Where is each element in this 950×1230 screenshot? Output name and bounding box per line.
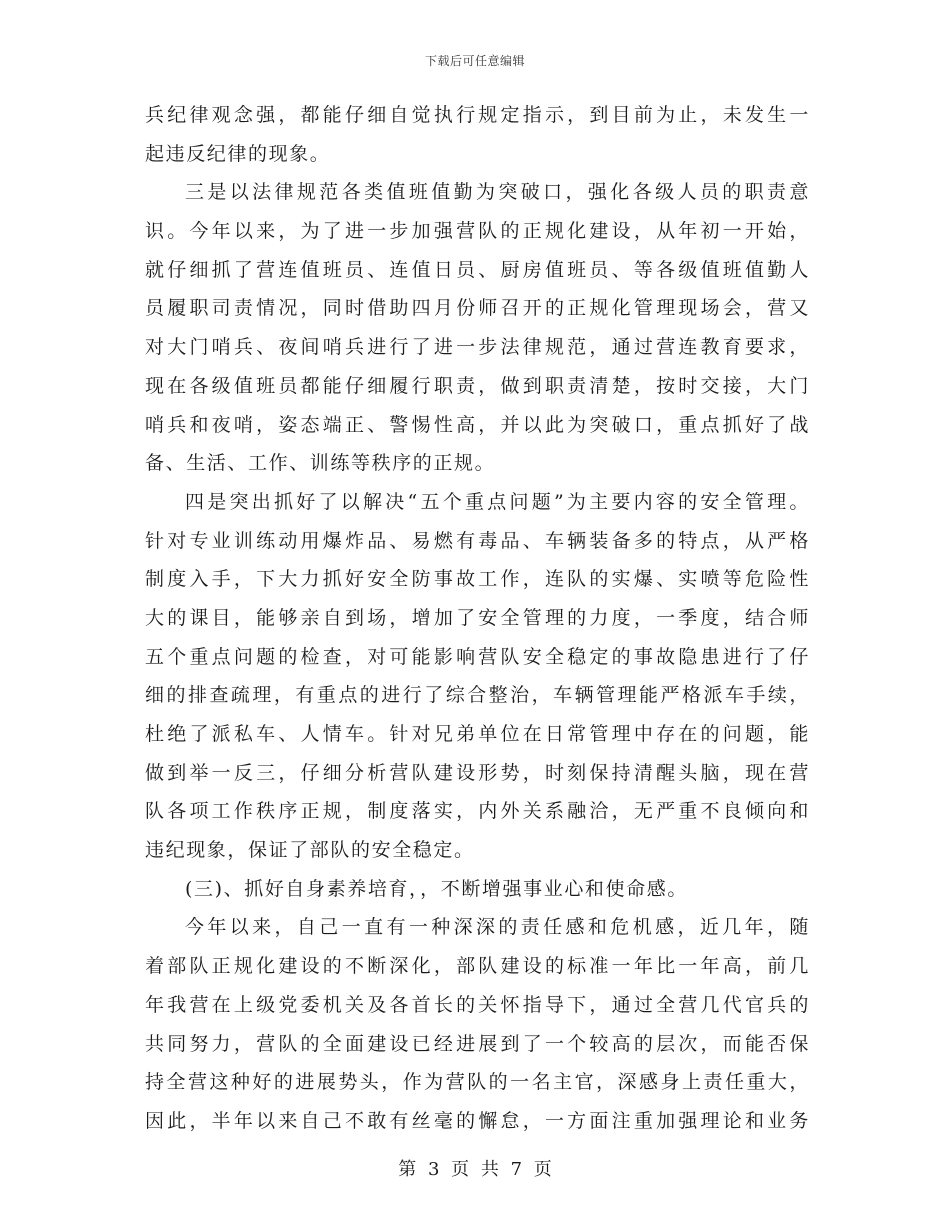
paragraph-start-line: 三是以法律规范各类值班值勤为突破口，强化各级人员的职责意: [185, 181, 810, 204]
text-line: 对大门哨兵、夜间哨兵进行了进一步法律规范，通过营连教育要求，: [145, 336, 810, 359]
paragraph-start-line: 今年以来，自己一直有一种深深的责任感和危机感，近几年，随: [185, 916, 810, 939]
text-line: 识。今年以来，为了进一步加强营队的正规化建设，从年初一开始，: [145, 220, 810, 243]
text-line: 年我营在上级党委机关及各首长的关怀指导下，通过全营几代官兵的: [145, 993, 810, 1016]
text-line: 哨兵和夜哨，姿态端正、警惕性高，并以此为突破口，重点抓好了战: [145, 413, 810, 436]
page-number-footer: 第 3 页 共 7 页: [398, 1159, 552, 1180]
text-line: 针对专业训练动用爆炸品、易燃有毒品、车辆装备多的特点，从严格: [145, 529, 810, 552]
text-line: 违纪现象，保证了部队的安全稳定。: [145, 839, 475, 862]
text-line: 大的课目，能够亲自到场，增加了安全管理的力度，一季度，结合师: [145, 606, 810, 629]
text-line: 现在各级值班员都能仔细履行职责，做到职责清楚，按时交接，大门: [145, 374, 810, 397]
page-header: 下载后可任意编辑: [424, 54, 525, 68]
text-line: 杜绝了派私车、人情车。针对兄弟单位在日常管理中存在的问题，能: [145, 723, 810, 745]
text-line: 持全营这种好的进展势头，作为营队的一名主官，深感身上责任重大，: [145, 1071, 810, 1094]
text-line: 五个重点问题的检查，对可能影响营队安全稳定的事故隐患进行了仔: [145, 645, 810, 668]
paragraph-start-line: 四是突出抓好了以解决“五个重点问题”为主要内容的安全管理。: [185, 490, 810, 513]
text-line: 员履职司责情况，同时借助四月份师召开的正规化管理现场会，营又: [145, 297, 810, 320]
text-line: 备、生活、工作、训练等秩序的正规。: [145, 452, 496, 475]
text-line: 共同努力，营队的全面建设已经进展到了一个较高的层次，而能否保: [145, 1032, 810, 1055]
text-line: 细的排查疏理，有重点的进行了综合整治，车辆管理能严格派车手续，: [145, 684, 810, 707]
text-line: 兵纪律观念强，都能仔细自觉执行规定指示，到目前为止，未发生一: [145, 104, 810, 126]
text-line: 就仔细抓了营连值班员、连值日员、厨房值班员、等各级值班值勤人: [145, 258, 810, 281]
document-body: [145, 96, 810, 1141]
text-line: 着部队正规化建设的不断深化，部队建设的标准一年比一年高，前几: [145, 955, 810, 978]
text-line: 队各项工作秩序正规，制度落实，内外关系融洽，无严重不良倾向和: [145, 800, 810, 823]
text-line: 做到举一反三，仔细分析营队建设形势，时刻保持清醒头脑，现在营: [145, 761, 810, 784]
text-line: 因此，半年以来自己不敢有丝毫的懈怠，一方面注重加强理论和业务: [145, 1109, 810, 1132]
text-line: 起违反纪律的现象。: [145, 142, 331, 165]
section-heading: (三)、抓好自身素养培育，，不断增强事业心和使命感。: [185, 877, 688, 900]
text-line: 制度入手，下大力抓好安全防事故工作，连队的实爆、实喷等危险性: [145, 568, 810, 591]
